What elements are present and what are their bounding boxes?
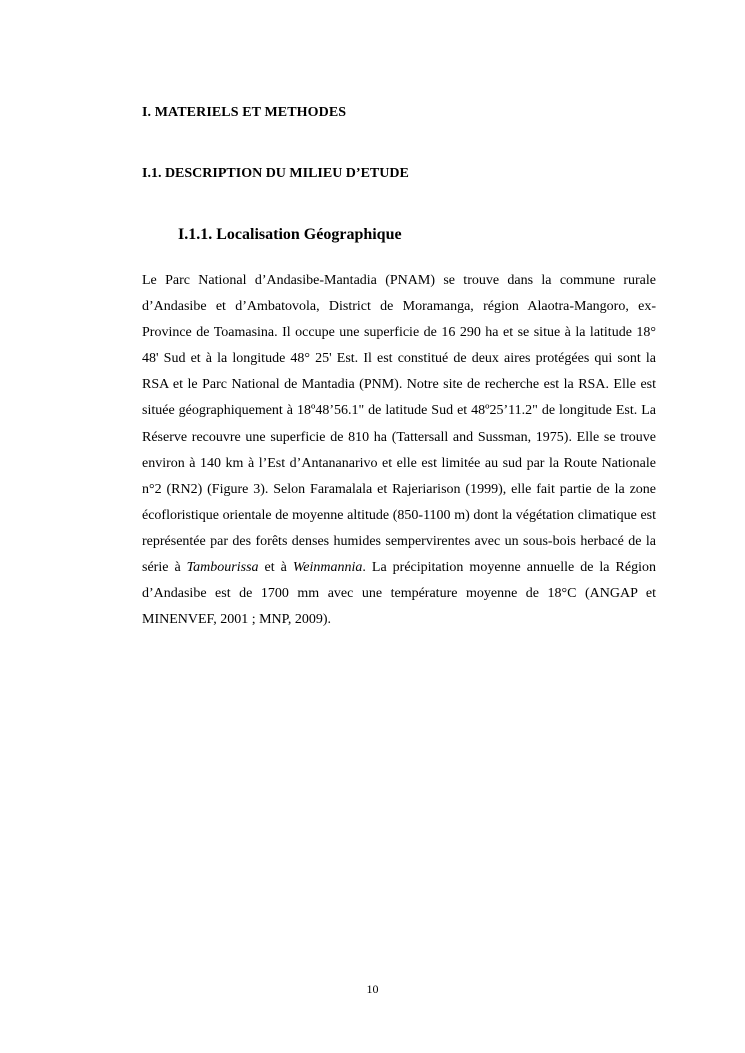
paragraph-text-part-1: Le Parc National d’Andasibe-Mantadia (PNAM) se trouve dans la commune rurale d’Andasibe et d’Ambatovola, District de Moramanga, région Alaotra-Mangoro, ex-Province de Toamasina. Il occupe une superficie de 16 290 ha et se situe à la latitude 18° 48' Sud et à la longitude 48° 25' Est. Il est constitué de deux aires protégées qui sont la RSA et le Parc National de Mantadia (PNM). Notre site de recherche est la RSA. Elle est située géographiquement à 18º48’56.1" de latitude Sud et 48º25’11.2" de longitude Est. La Réserve recouvre une superficie de 810 ha (Tattersall and Sussman, 1975). Elle se trouve environ à 140 km à l’Est d’Antananarivo et elle est limitée au sud par la Route Nationale n°2 (RN2) (Figure 3). Selon Faramalala et Rajeriarison (1999), elle fait partie de la zone écofloristique orientale de moyenne altitude (850-1100 m) dont la végétation climatique est représentée par des forêts denses humides sempervirentes avec un sous-bois herbacé de la série à [142, 273, 656, 576]
genus-tambourissa: Tambourissa [186, 560, 259, 576]
paragraph-text-part-2: et à [258, 560, 293, 576]
page-number: 10 [366, 982, 379, 996]
subsubsection-heading: I.1.1. Localisation Géographique [178, 226, 402, 243]
body-paragraph [142, 268, 656, 633]
section-heading: I. MATERIELS ET METHODES [142, 105, 347, 120]
genus-weinmannia: Weinmannia [292, 560, 363, 576]
paragraph-text-part-3: . La précipitation moyenne annuelle de la Région d’Andasibe est de 1700 mm avec une température moyenne de 18°C (ANGAP et MINENVEF, 2001 ; MNP, 2009). [142, 560, 656, 628]
subsection-heading: I.1. DESCRIPTION DU MILIEU D’ETUDE [142, 166, 409, 181]
